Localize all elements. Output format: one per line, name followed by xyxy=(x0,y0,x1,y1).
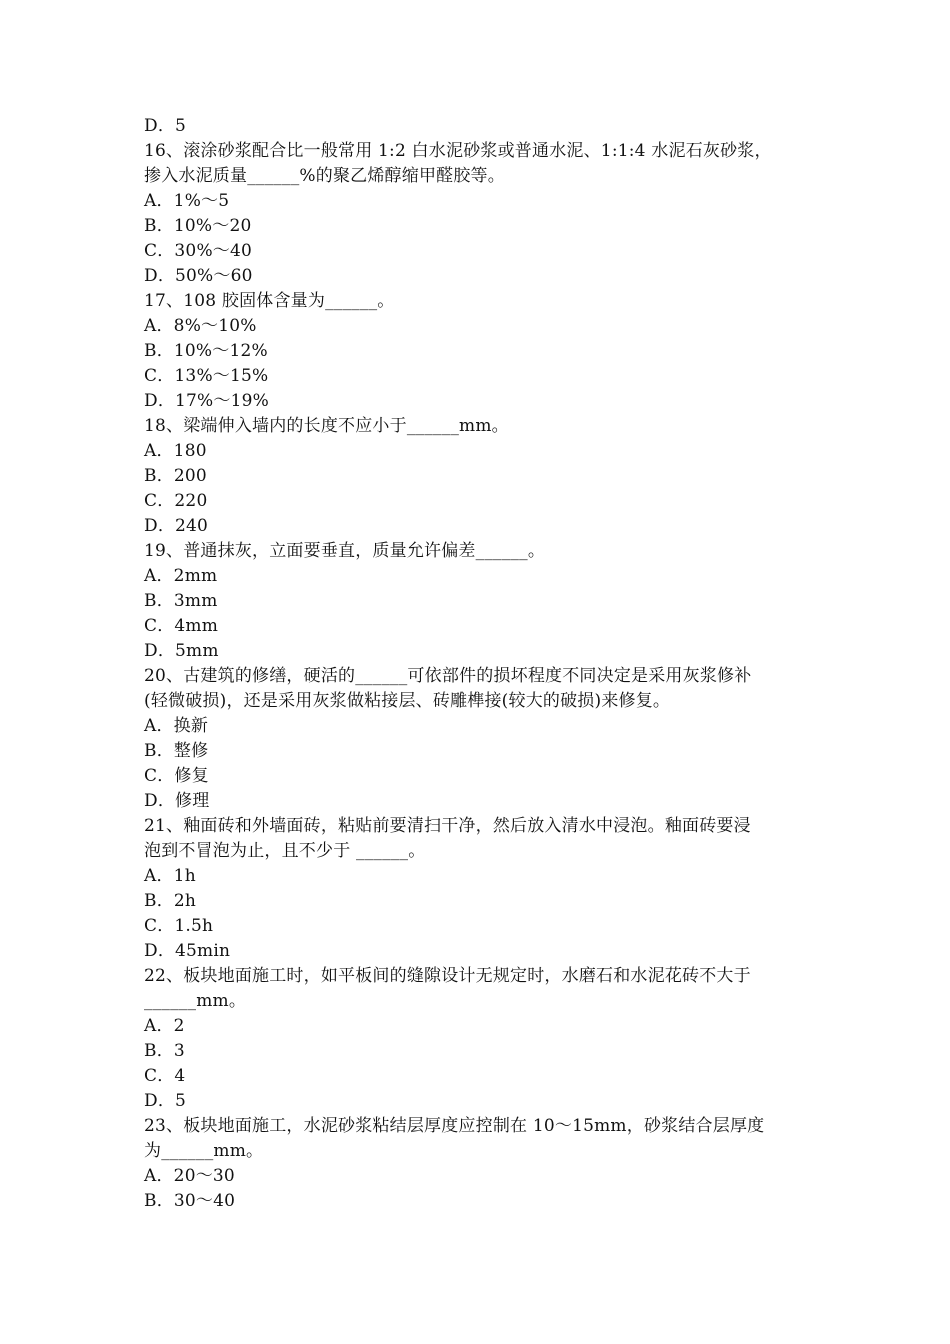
question-21-text: 21、釉面砖和外墙面砖，粘贴前要清扫干净，然后放入清水中浸泡。釉面砖要浸 xyxy=(144,816,751,836)
q16-option-a: A．1%～5 xyxy=(144,191,230,211)
q18-option-d: D．240 xyxy=(144,516,209,536)
question-20-text: 20、古建筑的修缮，硬活的______可依部件的损坏程度不同决定是采用灰浆修补 xyxy=(144,666,752,686)
question-17-text: 17、108 胶固体含量为______。 xyxy=(144,291,395,311)
q19-option-a: A．2mm xyxy=(144,566,218,586)
q18-option-c: C．220 xyxy=(144,491,208,511)
question-19-text: 19、普通抹灰，立面要垂直，质量允许偏差______。 xyxy=(144,541,546,561)
q22-option-c: C．4 xyxy=(144,1066,186,1086)
q20-option-b: B．整修 xyxy=(144,741,209,761)
question-16-text-cont: 掺入水泥质量______%的聚乙烯醇缩甲醛胶等。 xyxy=(144,166,505,186)
question-21-text-cont: 泡到不冒泡为止，且不少于 ______。 xyxy=(144,841,426,861)
q19-option-b: B．3mm xyxy=(144,591,218,611)
q20-option-a: A．换新 xyxy=(144,716,209,736)
q22-option-b: B．3 xyxy=(144,1041,185,1061)
q16-option-d: D．50%～60 xyxy=(144,266,253,286)
q18-option-a: A．180 xyxy=(144,441,207,461)
q16-option-c: C．30%～40 xyxy=(144,241,253,261)
question-23-text-cont: 为______mm。 xyxy=(144,1141,264,1161)
q21-option-b: B．2h xyxy=(144,891,197,911)
q17-option-b: B．10%～12% xyxy=(144,341,268,361)
q20-option-d: D．修理 xyxy=(144,791,210,811)
q23-option-b: B．30～40 xyxy=(144,1191,236,1211)
question-16-text: 16、滚涂砂浆配合比一般常用 1:2 白水泥砂浆或普通水泥、1:1:4 水泥石灰砂浆， xyxy=(144,141,772,161)
q17-option-c: C．13%～15% xyxy=(144,366,269,386)
q19-option-d: D．5mm xyxy=(144,641,219,661)
q16-option-b: B．10%～20 xyxy=(144,216,252,236)
q21-option-c: C．1.5h xyxy=(144,916,214,936)
option-d-15: D．5 xyxy=(144,116,187,136)
question-22-text: 22、板块地面施工时，如平板间的缝隙设计无规定时，水磨石和水泥花砖不大于 xyxy=(144,966,751,986)
q20-option-c: C．修复 xyxy=(144,766,209,786)
q22-option-a: A．2 xyxy=(144,1016,185,1036)
q23-option-a: A．20～30 xyxy=(144,1166,235,1186)
q22-option-d: D．5 xyxy=(144,1091,187,1111)
question-23-text: 23、板块地面施工，水泥砂浆粘结层厚度应控制在 10～15mm，砂浆结合层厚度 xyxy=(144,1116,765,1136)
q21-option-a: A．1h xyxy=(144,866,196,886)
q17-option-a: A．8%～10% xyxy=(144,316,257,336)
question-20-text-cont: (轻微破损)，还是采用灰浆做粘接层、砖雕榫接(较大的破损)来修复。 xyxy=(144,691,671,711)
question-22-text-cont: ______mm。 xyxy=(144,991,247,1011)
q19-option-c: C．4mm xyxy=(144,616,219,636)
q21-option-d: D．45min xyxy=(144,941,231,961)
q17-option-d: D．17%～19% xyxy=(144,391,270,411)
q18-option-b: B．200 xyxy=(144,466,207,486)
question-18-text: 18、梁端伸入墙内的长度不应小于______mm。 xyxy=(144,416,509,436)
